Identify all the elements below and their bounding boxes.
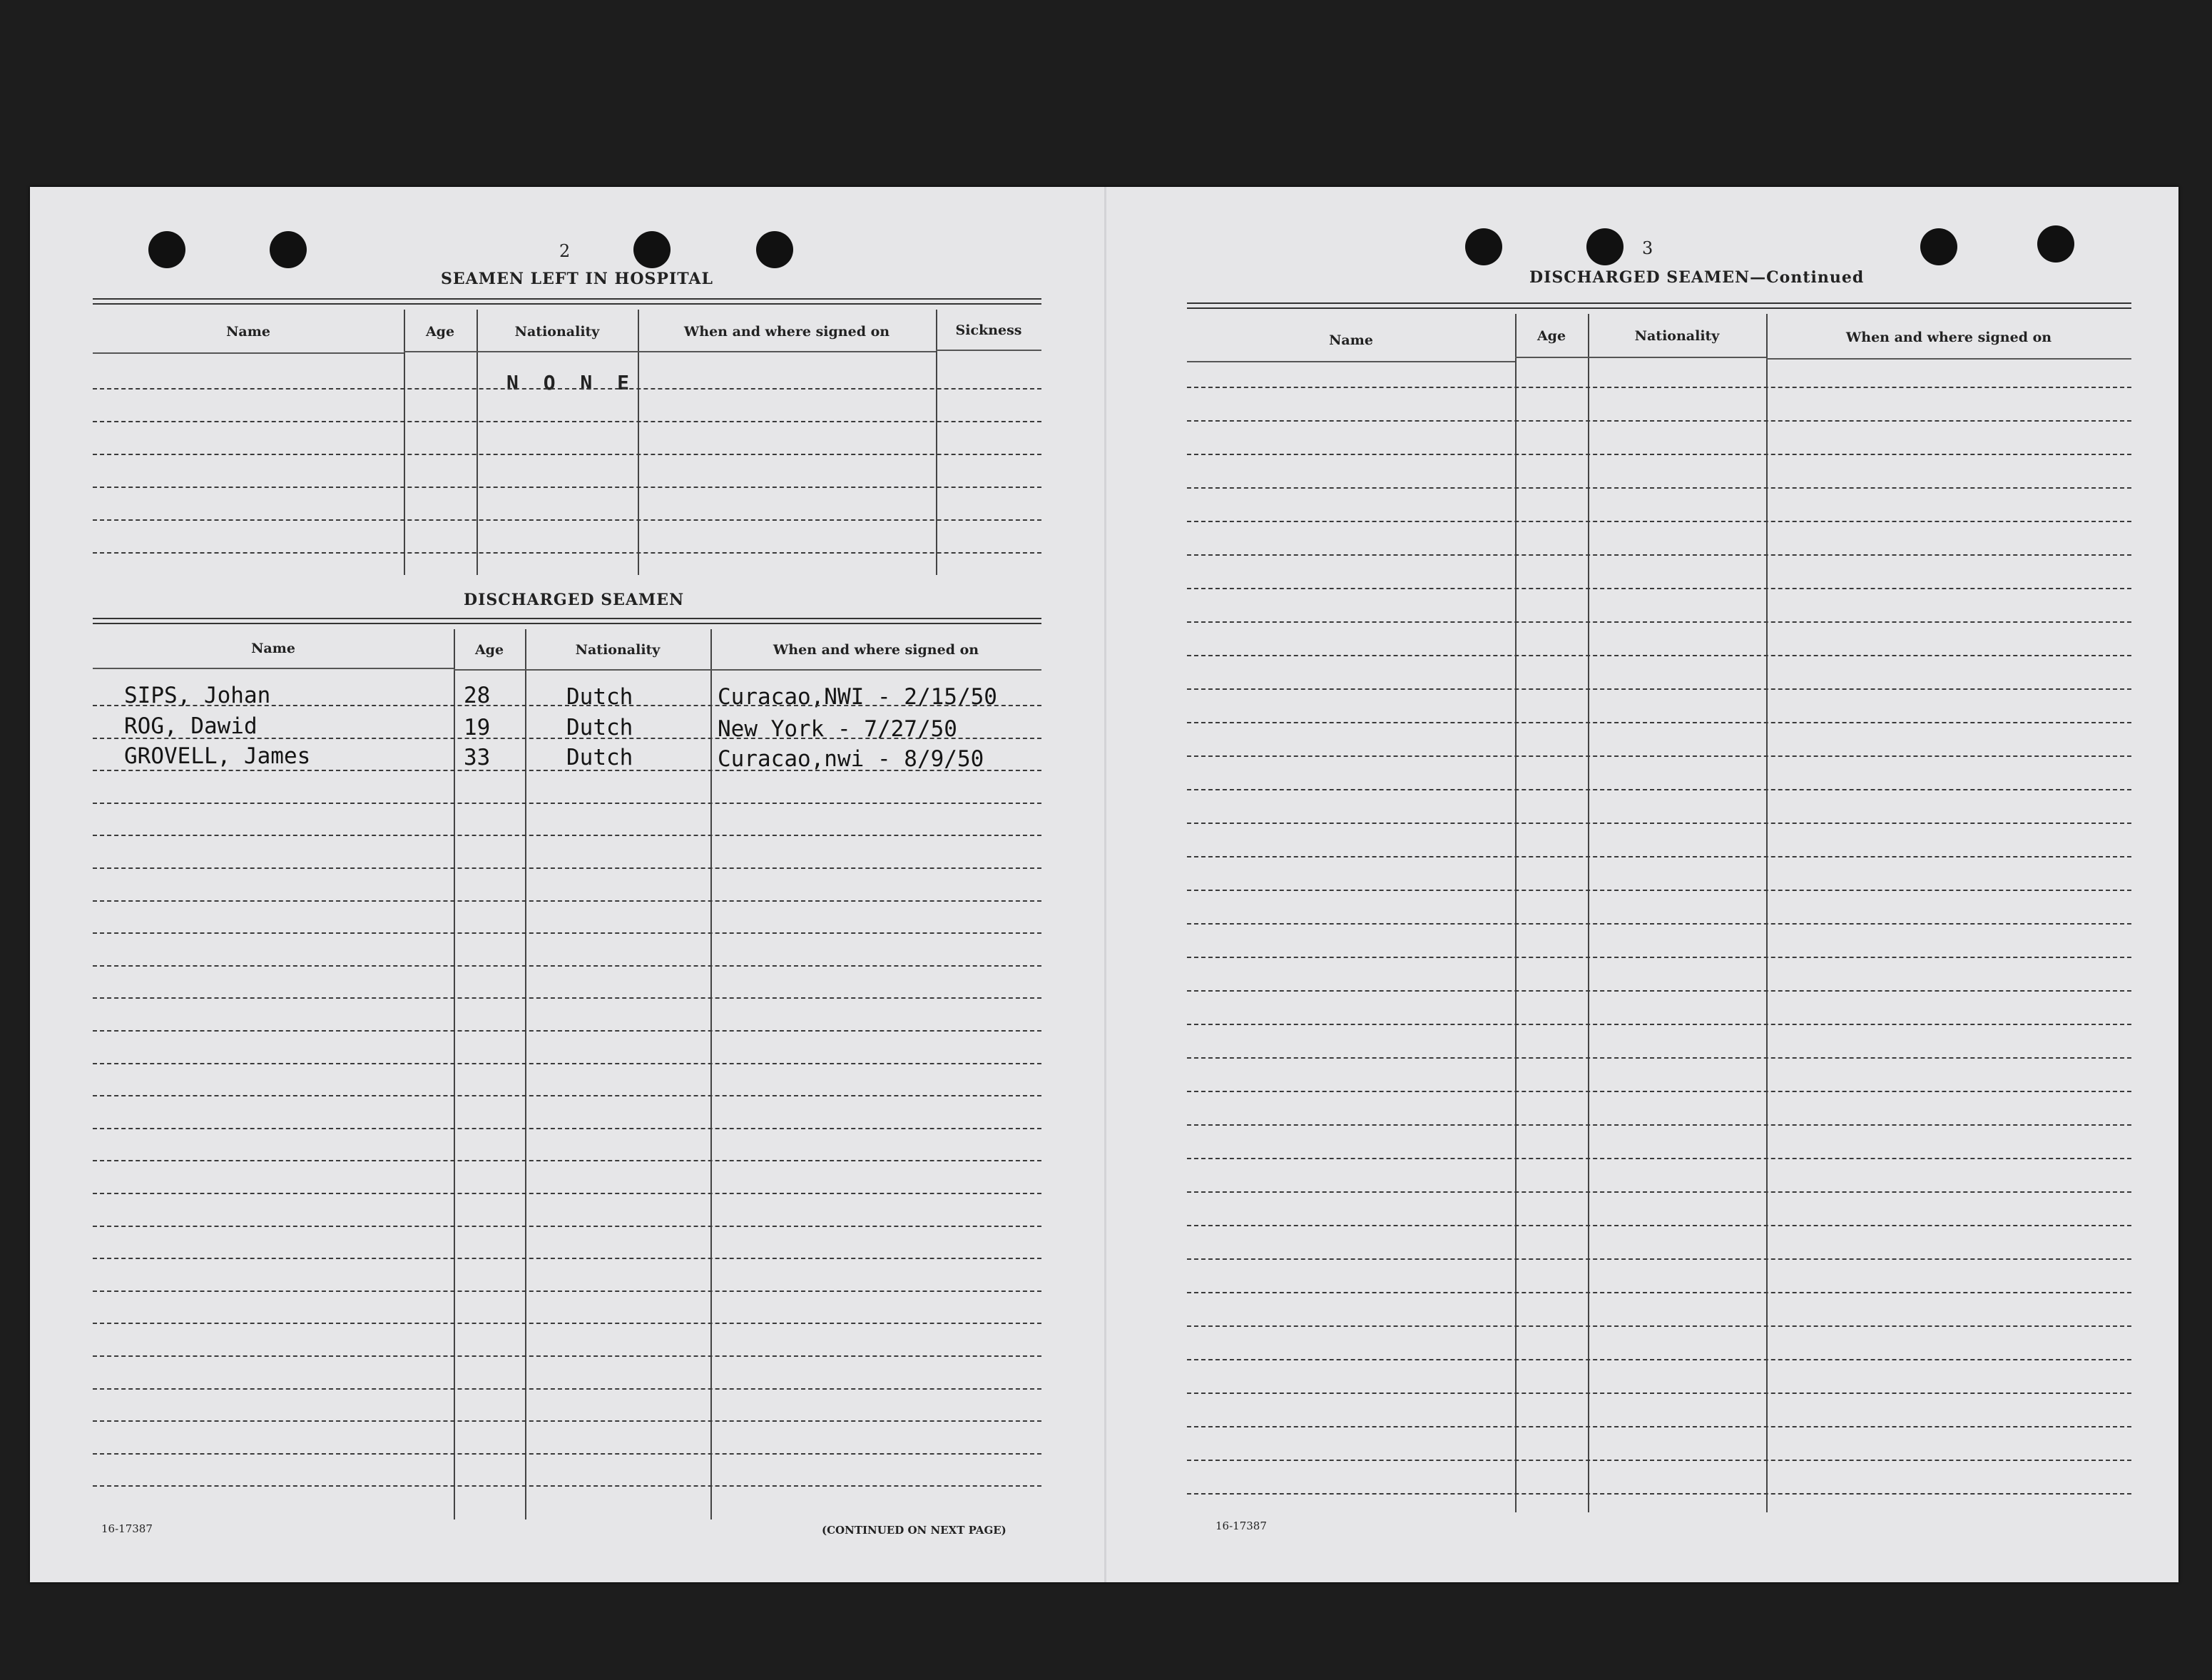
row-rule: [1187, 1325, 2131, 1327]
row-rule: [93, 1388, 1041, 1390]
row-rule: [93, 1290, 1041, 1292]
hospital-none-entry: N O N E: [506, 371, 636, 394]
row-rule: [1187, 688, 2131, 690]
seaman-name: ROG, Dawid: [124, 713, 258, 739]
row-rule: [93, 1095, 1041, 1096]
row-rule: [93, 867, 1041, 869]
seaman-name: SIPS, Johan: [124, 683, 271, 708]
row-rule: [1187, 1292, 2131, 1293]
seaman-signed-on: Curacao,nwi - 8/9/50: [718, 746, 984, 772]
row-rule: [1187, 420, 2131, 422]
col-header-sickness: Sickness: [955, 322, 1022, 338]
row-rule: [1187, 1225, 2131, 1226]
form-number: 16-17387: [101, 1522, 153, 1535]
binder-hole: [756, 231, 793, 268]
left-page: [30, 187, 1104, 1582]
discharged-section-title: DISCHARGED SEAMEN: [464, 591, 685, 609]
row-rule: [93, 1323, 1041, 1324]
row-rule: [93, 770, 1041, 771]
row-rule: [1187, 387, 2131, 388]
binder-hole: [1465, 228, 1502, 265]
row-rule: [93, 1485, 1041, 1487]
row-rule: [1187, 454, 2131, 455]
seaman-nationality: Dutch: [566, 745, 633, 770]
row-rule: [93, 1160, 1041, 1161]
col-header-name: Name: [226, 324, 270, 340]
row-rule: [1187, 1258, 2131, 1260]
row-rule: [93, 738, 1041, 739]
row-rule: [1187, 554, 2131, 556]
page-number: 2: [559, 241, 571, 261]
row-rule: [1187, 1091, 2131, 1092]
col-header-name: Name: [1329, 332, 1373, 348]
title-rule: [93, 298, 1041, 305]
seaman-age: 28: [464, 683, 491, 708]
col-header-age: Age: [425, 324, 455, 340]
binder-hole: [633, 231, 671, 268]
row-rule: [1187, 621, 2131, 623]
discharged-continued-title: DISCHARGED SEAMEN—Continued: [1529, 268, 1865, 287]
row-rule: [1187, 856, 2131, 857]
seaman-nationality: Dutch: [566, 715, 633, 740]
col-header-signed-on: When and where signed on: [773, 642, 979, 658]
row-rule: [1187, 823, 2131, 824]
row-rule: [93, 1258, 1041, 1259]
row-rule: [93, 1420, 1041, 1422]
row-rule: [1187, 1191, 2131, 1193]
row-rule: [1187, 1393, 2131, 1394]
seaman-nationality: Dutch: [566, 684, 633, 710]
row-rule: [1187, 890, 2131, 891]
discharged-continued-table: [1187, 314, 2131, 1512]
seaman-age: 19: [464, 715, 491, 740]
form-number: 16-17387: [1215, 1519, 1267, 1532]
seaman-signed-on: New York - 7/27/50: [718, 716, 957, 742]
row-rule: [93, 932, 1041, 934]
row-rule: [93, 705, 1041, 706]
seaman-signed-on: Curacao,NWI - 2/15/50: [718, 684, 997, 710]
right-page: [1104, 187, 2178, 1582]
row-rule: [1187, 1359, 2131, 1360]
col-header-nationality: Nationality: [1634, 328, 1720, 344]
hospital-table: [93, 310, 1041, 566]
row-rule: [93, 997, 1041, 999]
row-rule: [93, 1355, 1041, 1357]
col-header-age: Age: [474, 642, 504, 658]
seaman-age: 33: [464, 745, 491, 770]
binder-hole: [148, 231, 185, 268]
row-rule: [1187, 722, 2131, 723]
continued-note: (CONTINUED ON NEXT PAGE): [822, 1524, 1006, 1537]
row-rule: [93, 1128, 1041, 1129]
row-rule: [93, 900, 1041, 902]
discharged-table: [93, 629, 1041, 1521]
row-rule: [1187, 1493, 2131, 1495]
col-header-signed-on: When and where signed on: [683, 324, 890, 340]
binder-hole: [1920, 228, 1957, 265]
row-rule: [1187, 923, 2131, 925]
binder-hole: [2037, 225, 2074, 263]
binder-hole: [1586, 228, 1624, 265]
row-rule: [1187, 1158, 2131, 1159]
row-rule: [1187, 1057, 2131, 1059]
hospital-section-title: SEAMEN LEFT IN HOSPITAL: [441, 270, 713, 288]
row-rule: [93, 1453, 1041, 1455]
col-header-age: Age: [1536, 328, 1566, 344]
row-rule: [1187, 521, 2131, 522]
col-header-nationality: Nationality: [514, 324, 600, 340]
row-rule: [93, 1063, 1041, 1064]
discharged-title-rule: [93, 618, 1041, 624]
col-header-nationality: Nationality: [575, 642, 661, 658]
row-rule: [93, 1030, 1041, 1032]
col-header-name: Name: [251, 641, 295, 656]
row-rule: [1187, 1024, 2131, 1025]
row-rule: [1187, 655, 2131, 656]
row-rule: [1187, 1124, 2131, 1126]
row-rule: [1187, 588, 2131, 589]
title-rule: [1187, 302, 2131, 309]
row-rule: [93, 803, 1041, 804]
row-rule: [93, 835, 1041, 836]
row-rule: [1187, 1460, 2131, 1461]
binder-hole: [270, 231, 307, 268]
row-rule: [93, 1193, 1041, 1194]
row-rule: [1187, 755, 2131, 757]
row-rule: [1187, 1426, 2131, 1427]
row-rule: [1187, 990, 2131, 992]
page-number: 3: [1642, 238, 1653, 258]
row-rule: [1187, 957, 2131, 958]
row-rule: [1187, 487, 2131, 489]
row-rule: [93, 1226, 1041, 1227]
col-header-signed-on: When and where signed on: [1845, 330, 2052, 345]
row-rule: [93, 965, 1041, 967]
document-scan: [30, 187, 2178, 1582]
row-rule: [1187, 789, 2131, 790]
seaman-name: GROVELL, James: [124, 743, 311, 769]
